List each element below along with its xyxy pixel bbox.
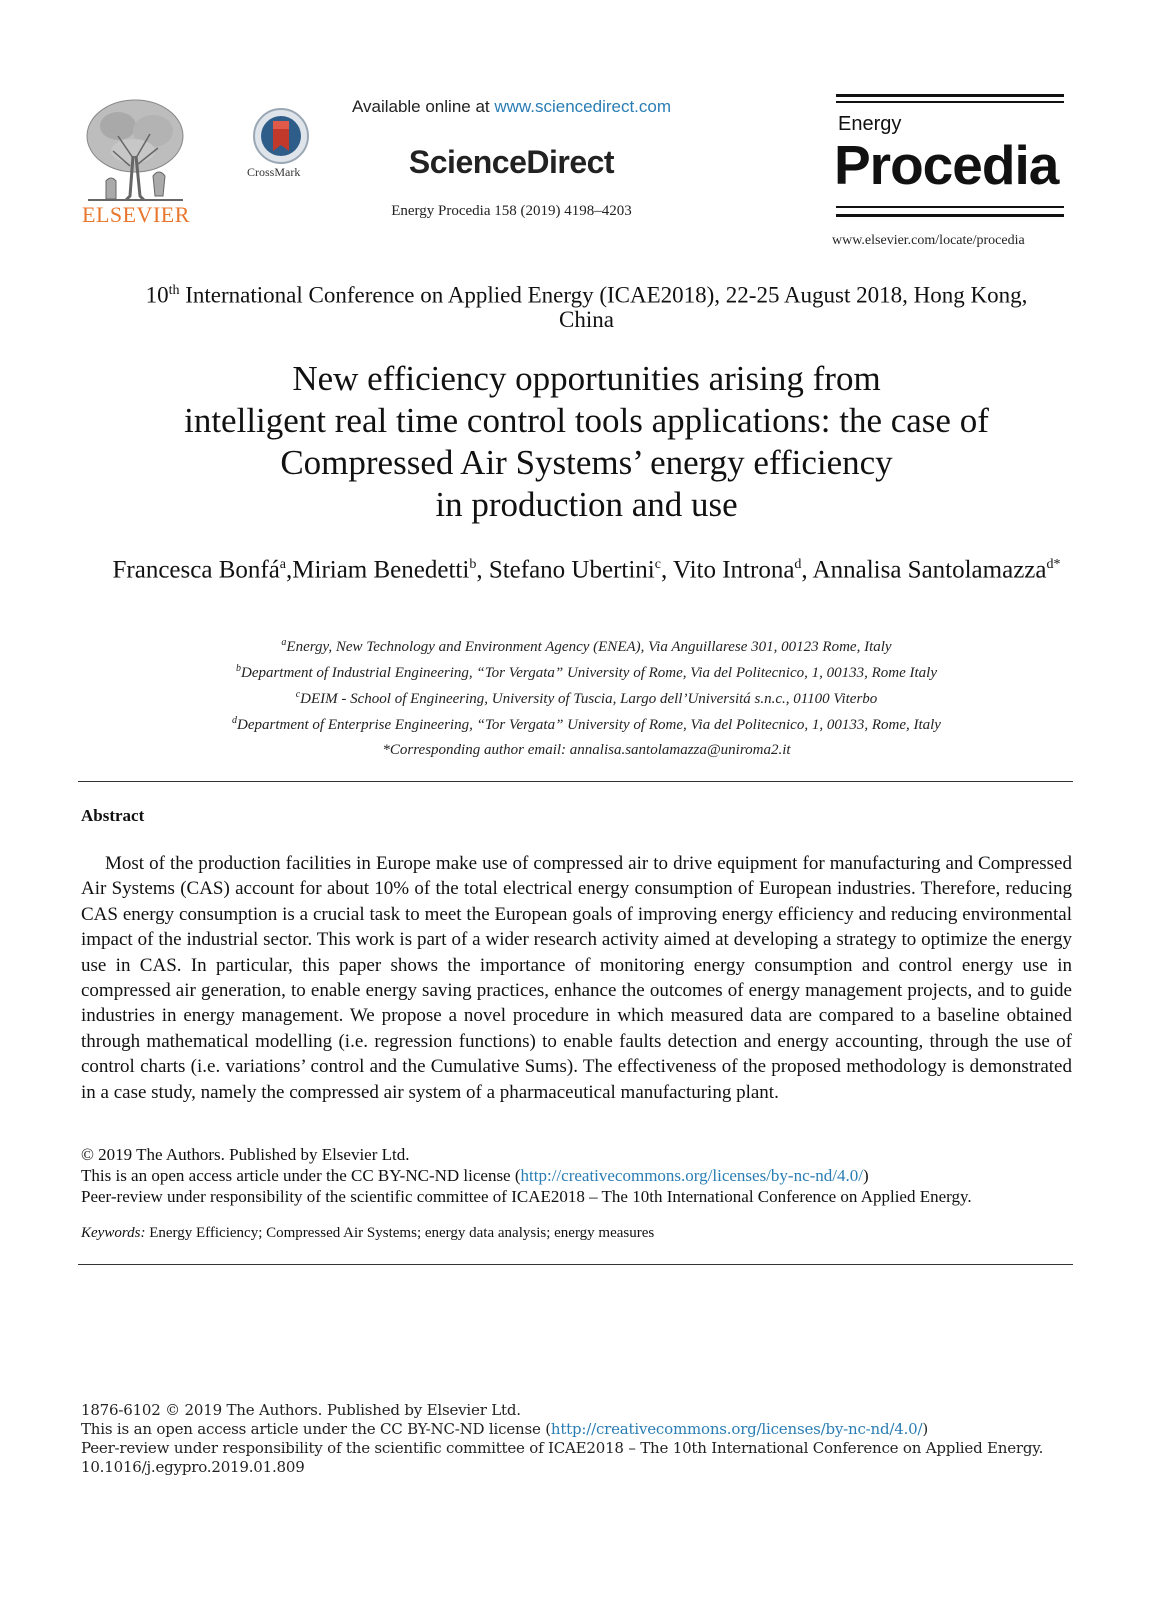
conference-line1: International Conference on Applied Energy (ICAE2018), 22-25 August 2018, Hong Kong, xyxy=(179,282,1028,308)
crossmark-label: CrossMark xyxy=(247,165,301,179)
author-name: Miriam Benedetti xyxy=(292,556,470,584)
affiliation-text: DEIM - School of Engineering, University of Tuscia, Largo dell’Universitá s.n.c., 01100 Viterbo xyxy=(300,691,878,707)
divider-bottom xyxy=(78,1264,1073,1265)
footer-issn: 1876-6102 © 2019 The Authors. Published by Elsevier Ltd. xyxy=(81,1401,521,1419)
conference-sup: th xyxy=(168,283,180,298)
affiliation-sup: b xyxy=(235,663,241,674)
keywords-label: Keywords: xyxy=(81,1225,146,1241)
author-sep: , xyxy=(476,556,489,584)
author-sep: , xyxy=(660,556,674,584)
title-line-3: Compressed Air Systems’ energy efficiency xyxy=(280,443,893,482)
affiliation-item xyxy=(80,658,1093,684)
open-access-prefix: This is an open access article under the CC BY-NC-ND license ( xyxy=(81,1166,521,1185)
corresponding-author: *Corresponding author email: annalisa.santolamazza@uniroma2.it xyxy=(382,742,791,758)
paper-title xyxy=(80,358,1093,526)
affiliation-item xyxy=(80,684,1093,710)
author-name: Francesca Bonfá xyxy=(112,556,280,584)
author-name: Stefano Ubertini xyxy=(488,556,655,584)
author-name: Vito Introna xyxy=(673,556,795,584)
journal-word-energy: Energy xyxy=(838,113,902,135)
journal-reference: Energy Procedia 158 (2019) 4198–4203 xyxy=(391,203,632,219)
divider-top xyxy=(78,781,1073,782)
license-link[interactable]: http://creativecommons.org/licenses/by-nc-nd/4.0/ xyxy=(520,1166,863,1185)
journal-word-procedia: Procedia xyxy=(834,134,1059,196)
author-sup: d* xyxy=(1046,557,1061,572)
open-access-suffix: ) xyxy=(862,1166,869,1185)
journal-url-link[interactable]: www.elsevier.com/locate/procedia xyxy=(832,233,1025,248)
affiliation-item xyxy=(80,632,1093,658)
affiliation-text: Department of Enterprise Engineering, “Tor Vergata” University of Rome, Via del Politecnico, 1, 00133, Rome, Italy xyxy=(237,717,941,733)
open-access-line xyxy=(81,1165,1081,1186)
sciencedirect-link[interactable]: www.sciencedirect.com xyxy=(494,97,672,116)
copyright-line: © 2019 The Authors. Published by Elsevier Ltd. xyxy=(81,1145,410,1164)
license-block xyxy=(81,1144,1081,1207)
available-prefix: Available online at xyxy=(351,97,495,116)
author-sup: a xyxy=(279,557,287,572)
footer-doi[interactable]: 10.1016/j.egypro.2019.01.809 xyxy=(81,1458,305,1476)
conference-prefix: 10 xyxy=(145,282,169,308)
elsevier-wordmark: ELSEVIER xyxy=(82,202,190,227)
affiliation-text: Energy, New Technology and Environment Agency (ENEA), Via Anguillarese 301, 00123 Rome, Italy xyxy=(286,639,892,655)
author-sep: , xyxy=(286,556,293,584)
affiliation-item xyxy=(80,710,1093,736)
affiliation-sup: a xyxy=(281,637,287,648)
keywords-line xyxy=(81,1225,1076,1242)
author-list xyxy=(80,550,1093,584)
affiliation-text: Department of Industrial Engineering, “Tor Vergata” University of Rome, Via del Politecnico, 1, 00133, Rome Italy xyxy=(240,665,938,681)
conference-line xyxy=(80,279,1093,332)
author-sup: c xyxy=(654,557,661,572)
affiliation-sup: d xyxy=(232,715,238,726)
footer-open-access-prefix: This is an open access article under the CC BY-NC-ND license ( xyxy=(81,1420,551,1438)
sciencedirect-wordmark: ScienceDirect xyxy=(408,144,615,180)
author-sup: b xyxy=(469,557,477,572)
footer-open-access xyxy=(81,1420,1081,1439)
title-line-2: intelligent real time control tools applications: the case of xyxy=(184,401,989,440)
keywords-text: Energy Efficiency; Compressed Air Systems; energy data analysis; energy measures xyxy=(145,1225,655,1241)
footer xyxy=(81,1401,1081,1477)
author-sep: , xyxy=(801,556,813,584)
title-line-4: in production and use xyxy=(435,485,738,524)
footer-peer-review: Peer-review under responsibility of the scientific committee of ICAE2018 – The 10th International Conference on Applied Energy. xyxy=(81,1439,1044,1457)
affiliations xyxy=(80,632,1093,736)
footer-license-link[interactable]: http://creativecommons.org/licenses/by-nc-nd/4.0/ xyxy=(550,1420,923,1438)
peer-review-line: Peer-review under responsibility of the scientific committee of ICAE2018 – The 10th International Conference on Applied Energy. xyxy=(81,1187,972,1206)
author-sup: d xyxy=(794,557,802,572)
affiliation-sup: c xyxy=(295,689,301,700)
author-name: Annalisa Santolamazza xyxy=(812,556,1047,584)
title-line-1: New efficiency opportunities arising from xyxy=(292,359,881,398)
abstract-heading: Abstract xyxy=(81,806,145,825)
conference-line2: China xyxy=(559,306,614,332)
abstract-body: Most of the production facilities in Europe make use of compressed air to drive equipment for manufacturing and Compressed Air Systems (CAS) account for about 10% of the total electrical energy consumption of European industries. Therefore, reducing CAS energy consumption is a crucial task to meet the European goals of improving energy efficiency and reducing environmental impact of the industrial sector. This work is part of a wider research activity aimed at developing a strategy to optimize the energy use in CAS. In particular, this paper shows the importance of monitoring energy consumption and control energy use in compressed air generation, to enable energy saving practices, enhance the outcomes of energy management projects, and to guide industries in energy management. We propose a novel procedure in which measured data are compared to a baseline obtained through mathematical modelling (i.e. regression functions) to enable faults detection and energy accounting, through the use of control charts (i.e. variations’ control and the Cumulative Sums). The effectiveness of the proposed methodology is demonstrated in a case study, namely the compressed air system of a pharmaceutical manufacturing plant. xyxy=(81,853,1072,1103)
footer-open-access-suffix: ) xyxy=(922,1420,929,1438)
